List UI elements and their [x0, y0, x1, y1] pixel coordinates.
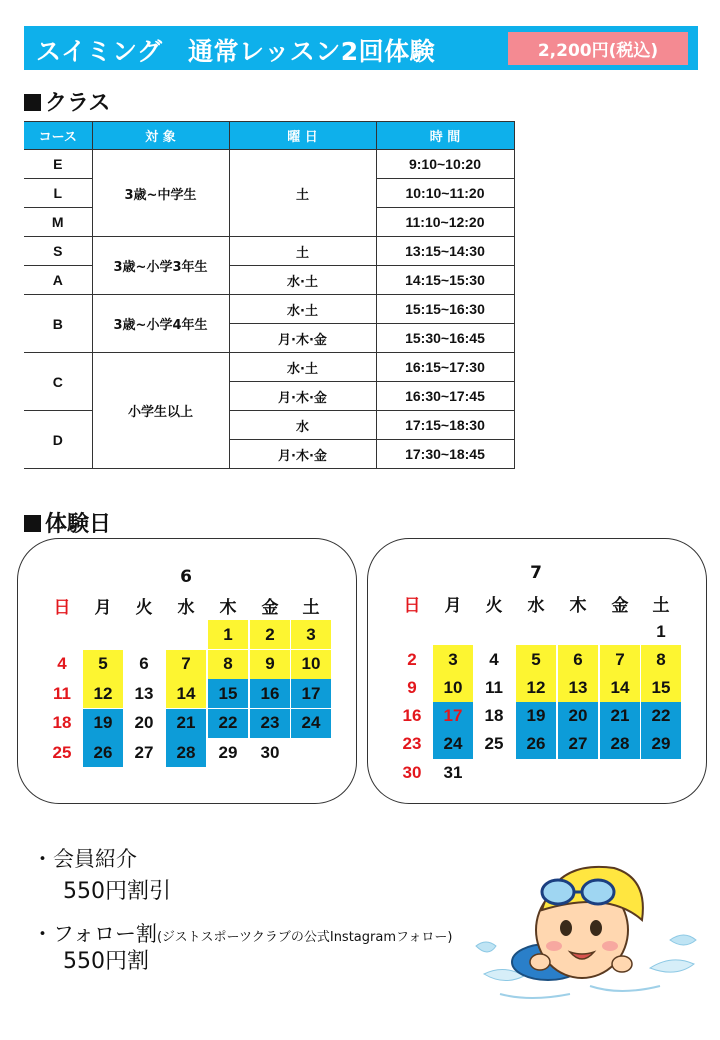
calendar-day: 25 [484, 734, 504, 754]
calendar-day: 29 [218, 742, 238, 762]
column-header-time: 時 間 [376, 122, 514, 150]
calendar-day: 23 [402, 734, 422, 754]
time-cell: 17:15~18:30 [376, 411, 514, 440]
calendar-day: 1 [208, 620, 248, 649]
calendar-day: 27 [134, 742, 154, 762]
calendar-day: 23 [250, 709, 290, 738]
calendar-day: 3 [433, 645, 473, 674]
calendar-day: 11 [53, 683, 71, 703]
time-cell: 10:10~11:20 [376, 179, 514, 208]
calendar-month-label: 6 [180, 567, 192, 587]
trial-section-heading [24, 507, 111, 538]
calendar-day: 12 [83, 679, 123, 708]
calendar-day: 19 [83, 709, 123, 738]
calendar-day: 21 [166, 709, 206, 738]
calendar-day: 28 [600, 730, 640, 759]
column-header-target: 対 象 [92, 122, 229, 150]
course-cell: A [24, 266, 92, 295]
calendar-month-label: 7 [530, 563, 542, 583]
calendar-day: 30 [260, 742, 280, 762]
table-header-row [24, 122, 514, 150]
table-row [24, 353, 514, 382]
time-cell: 11:10~12:20 [376, 208, 514, 237]
calendar-day: 20 [558, 702, 598, 731]
calendar-day: 18 [484, 706, 504, 726]
course-cell: C [24, 353, 92, 411]
time-cell: 17:30~18:45 [376, 440, 514, 469]
weekday-header: 月 [94, 598, 112, 618]
calendar-day: 20 [134, 713, 154, 732]
time-cell: 15:15~16:30 [376, 295, 514, 324]
days-cell: 土 [229, 150, 376, 237]
course-cell: E [24, 150, 92, 179]
calendar-day: 17 [291, 679, 331, 708]
days-cell: 月·木·金 [229, 382, 376, 411]
target-cell: 3歳~小学3年生 [92, 237, 229, 295]
calendar-day: 3 [291, 620, 331, 649]
calendar-day: 16 [402, 706, 422, 726]
course-cell: D [24, 411, 92, 469]
weekday-header: 火 [135, 598, 153, 618]
weekday-header: 日 [53, 598, 71, 618]
calendar-day: 28 [166, 738, 206, 767]
weekday-header: 日 [403, 596, 421, 616]
weekday-header: 月 [444, 596, 462, 616]
time-cell: 15:30~16:45 [376, 324, 514, 353]
calendar-day: 14 [600, 673, 640, 702]
calendar-day: 22 [641, 702, 681, 731]
calendar-day: 15 [208, 679, 248, 708]
calendar-day: 7 [166, 650, 206, 679]
table-row [24, 295, 514, 324]
square-bullet-icon [24, 94, 41, 111]
calendar-day: 5 [516, 645, 556, 674]
calendar-june [17, 538, 357, 804]
discount-note: (ジストスポーツクラブの公式Instagramフォロー) [156, 930, 453, 945]
title-banner [24, 26, 698, 70]
discount-title: ・会員紹介 [32, 847, 137, 871]
discount-value: 550円割 [63, 949, 149, 974]
calendar-day: 24 [433, 730, 473, 759]
time-cell: 16:30~17:45 [376, 382, 514, 411]
weekday-header: 金 [261, 598, 279, 618]
calendar-day: 13 [558, 673, 598, 702]
calendar-day: 2 [407, 649, 417, 669]
calendar-day: 10 [433, 673, 473, 702]
table-row [24, 150, 514, 179]
time-cell: 13:15~14:30 [376, 237, 514, 266]
calendar-day: 9 [407, 677, 417, 697]
discount-value: 550円割引 [63, 879, 171, 904]
weekday-header: 木 [569, 596, 587, 616]
class-table [24, 121, 515, 469]
calendar-day: 6 [139, 654, 149, 673]
calendar-day: 8 [641, 645, 681, 674]
trial-heading-text: 体験日 [45, 512, 112, 537]
days-cell: 土 [229, 237, 376, 266]
column-header-course: コース [24, 122, 92, 150]
class-heading-text: クラス [45, 91, 111, 116]
calendar-day: 9 [250, 650, 290, 679]
course-cell: S [24, 237, 92, 266]
calendar-july [367, 538, 707, 804]
course-cell: B [24, 295, 92, 353]
calendar-day: 11 [485, 677, 503, 697]
time-cell: 14:15~15:30 [376, 266, 514, 295]
days-cell: 月·木·金 [229, 440, 376, 469]
calendar-day: 15 [641, 673, 681, 702]
calendar-day: 29 [641, 730, 681, 759]
discount-referral [32, 843, 137, 873]
days-cell: 水 [229, 411, 376, 440]
weekday-header: 木 [219, 598, 237, 618]
target-cell: 3歳~小学4年生 [92, 295, 229, 353]
calendar-day: 4 [489, 649, 499, 669]
calendar-day: 13 [134, 683, 154, 703]
calendar-day: 7 [600, 645, 640, 674]
swimmer-kid-icon [470, 858, 716, 1008]
calendar-day: 31 [443, 762, 463, 782]
calendar-day: 14 [166, 679, 206, 708]
calendar-day: 1 [656, 621, 666, 641]
calendar-day: 12 [516, 673, 556, 702]
calendar-day: 22 [208, 709, 248, 738]
calendar-day: 27 [558, 730, 598, 759]
time-cell: 16:15~17:30 [376, 353, 514, 382]
days-cell: 水·土 [229, 266, 376, 295]
calendar-day: 25 [52, 742, 72, 762]
calendar-day: 4 [57, 654, 67, 673]
calendar-day: 5 [83, 650, 123, 679]
calendar-day: 19 [516, 702, 556, 731]
price-badge: 2,200円(税込) [508, 32, 688, 65]
table-row [24, 237, 514, 266]
time-cell: 9:10~10:20 [376, 150, 514, 179]
target-cell: 3歳~中学生 [92, 150, 229, 237]
days-cell: 水·土 [229, 353, 376, 382]
calendar-day: 18 [52, 713, 72, 732]
weekday-header: 金 [611, 596, 629, 616]
calendar-day: 17 [433, 702, 473, 731]
calendar-day: 16 [250, 679, 290, 708]
calendar-day: 2 [250, 620, 290, 649]
page-title: スイミング 通常レッスン2回体験 [36, 37, 436, 66]
calendar-day: 30 [402, 762, 422, 782]
weekday-header: 土 [302, 598, 320, 618]
target-cell: 小学生以上 [92, 353, 229, 469]
days-cell: 月·木·金 [229, 324, 376, 353]
square-bullet-icon [24, 515, 41, 532]
course-cell: L [24, 179, 92, 208]
weekday-header: 水 [527, 596, 545, 616]
days-cell: 水·土 [229, 295, 376, 324]
calendar-day: 21 [600, 702, 640, 731]
weekday-header: 水 [177, 598, 195, 618]
weekday-header: 土 [652, 596, 670, 616]
discount-title: ・フォロー割 [32, 922, 157, 946]
calendar-day: 6 [558, 645, 598, 674]
calendar-day: 26 [83, 738, 123, 767]
column-header-days: 曜 日 [229, 122, 376, 150]
calendar-day: 24 [291, 709, 331, 738]
calendar-day: 10 [291, 650, 331, 679]
course-cell: M [24, 208, 92, 237]
calendar-day: 8 [208, 650, 248, 679]
class-section-heading [24, 86, 110, 117]
weekday-header: 火 [485, 596, 503, 616]
calendar-day: 26 [516, 730, 556, 759]
